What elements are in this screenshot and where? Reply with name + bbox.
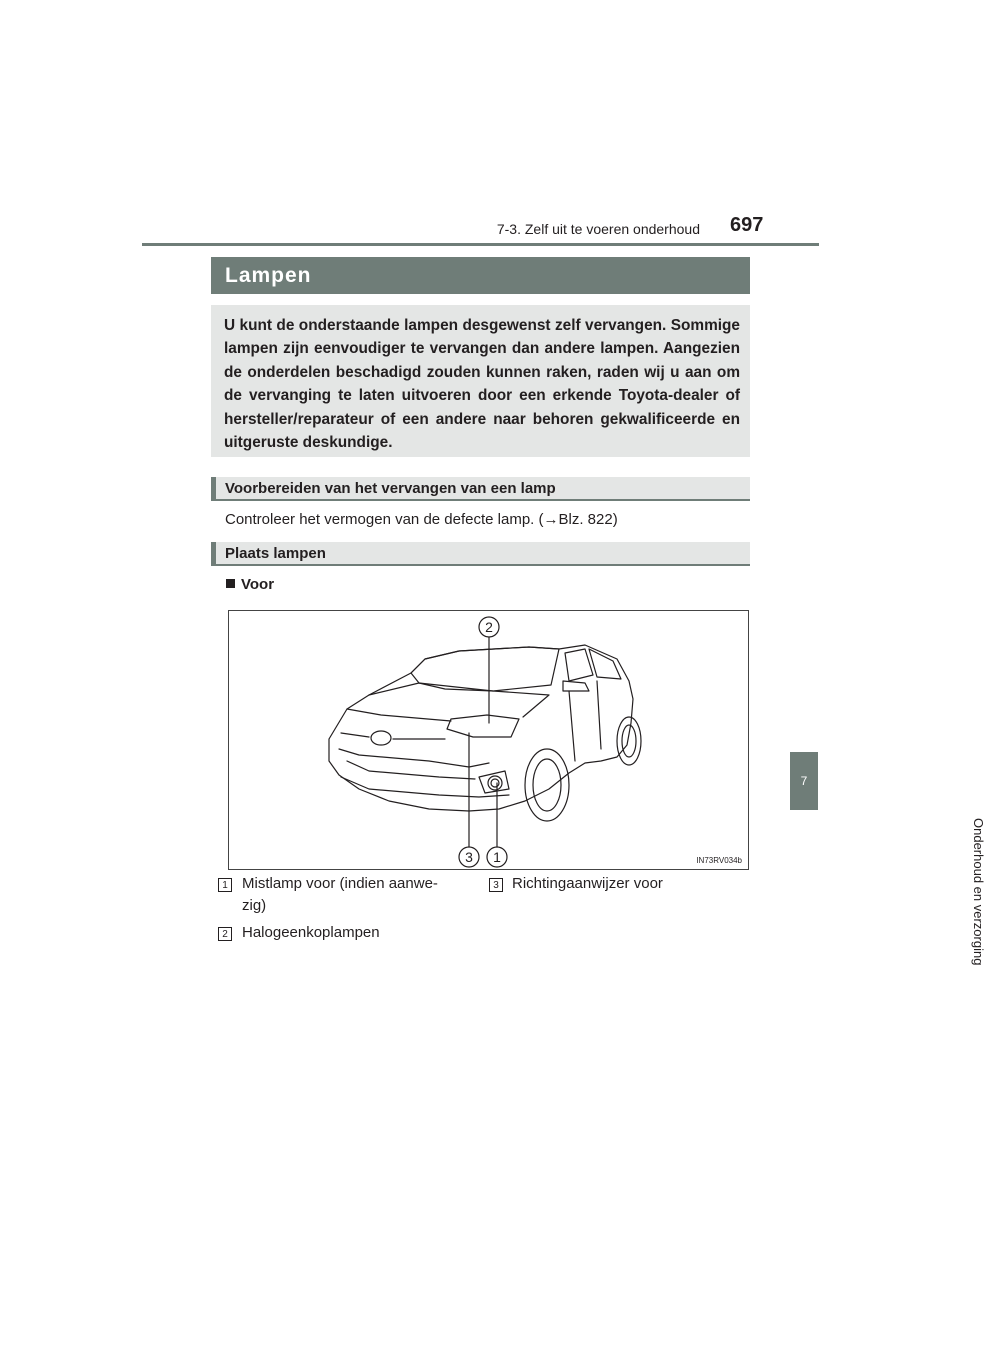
legend-line: zig) (242, 897, 267, 914)
section-accent (211, 542, 216, 564)
legend-text: Halogeenkoplampen (242, 924, 380, 941)
page-title: Lampen (211, 257, 750, 294)
section-heading-preparation (211, 477, 750, 501)
header-section-title: 7-3. Zelf uit te voeren onderhoud (496, 221, 700, 237)
legend-text: Richtingaanwijzer voor (512, 875, 663, 892)
subheading-label: Voor (241, 576, 275, 593)
car-figure (228, 610, 749, 870)
square-bullet-icon (226, 579, 235, 588)
figure-code: IN73RV034b (696, 856, 742, 865)
car-illustration (229, 611, 748, 869)
chapter-label: Onderhoud en verzorging (971, 818, 986, 966)
intro-text: U kunt de onderstaande lampen desgewenst zelf vervangen. Sommige lampen zijn eenvoudiger te vervangen dan andere lampen. Aangezien de onderdelen beschadigd zouden kunnen raken, raden wij u aan om de vervanging te laten uitvoeren door een erkende Toyota-dealer of hersteller/reparateur of een andere naar behoren gekwalificeerde en uitgeruste deskundige. (224, 317, 740, 452)
section-heading-label: Voorbereiden van het vervangen van een lamp (225, 480, 556, 497)
subheading-front (226, 576, 274, 593)
section-accent (211, 477, 216, 499)
callout-label: 1 (493, 849, 501, 865)
callout-label: 3 (465, 849, 473, 865)
section-heading-lamp-locations (211, 542, 750, 566)
legend-number: 2 (218, 927, 232, 941)
chapter-number: 7 (800, 774, 808, 788)
callout-label: 2 (485, 619, 493, 635)
legend-text (242, 873, 438, 917)
legend-number: 1 (218, 878, 232, 892)
chapter-tab (790, 752, 818, 810)
legend-line: Mistlamp voor (indien aanwe- (242, 875, 438, 892)
legend-number: 3 (489, 878, 503, 892)
section-heading-label: Plaats lampen (225, 545, 326, 562)
body-text: Controleer het vermogen van de defecte lamp. (→Blz. 822) (225, 511, 618, 528)
header-rule (142, 243, 819, 246)
intro-box (211, 305, 750, 457)
page-number: 697 (730, 214, 764, 236)
